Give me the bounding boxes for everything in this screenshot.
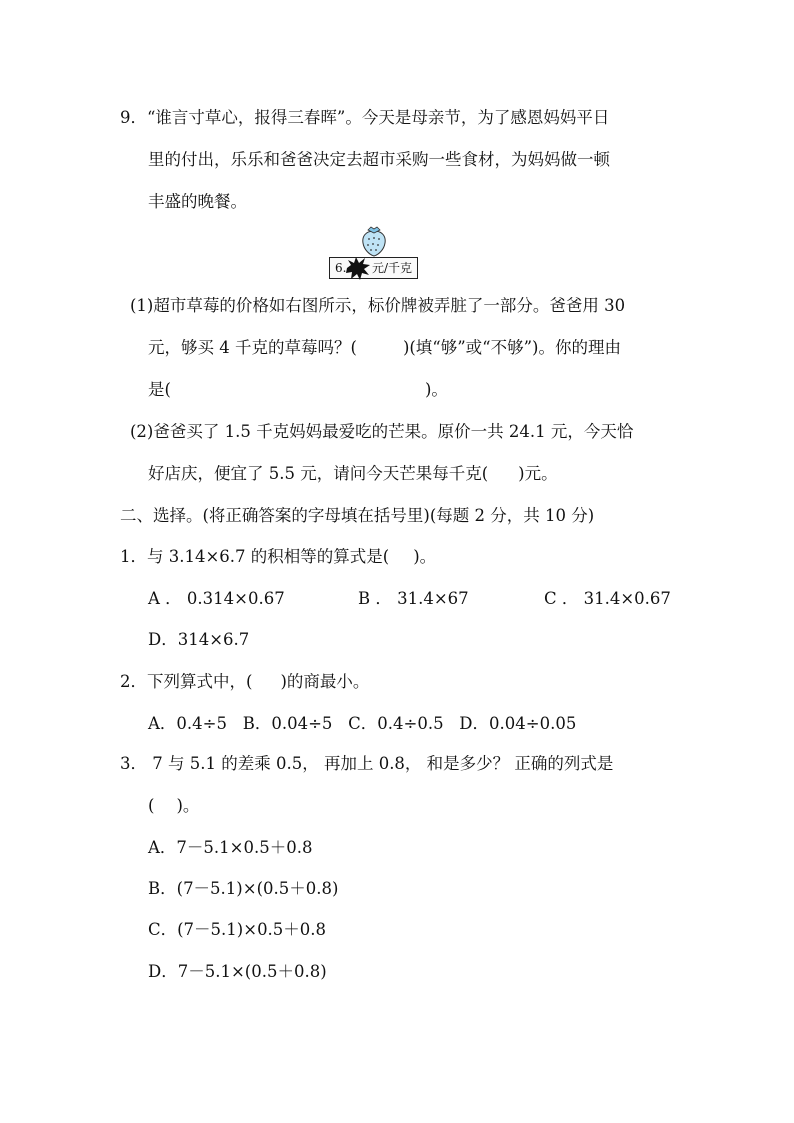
- strawberry-icon: [359, 225, 389, 257]
- choice-q1-stem-b: )。: [413, 547, 437, 566]
- choice-q3-option-b: B．(7－5.1)×(0.5＋0.8): [148, 879, 339, 898]
- q9-sub2-line1: [130, 421, 633, 443]
- choice-q1-option-c: C ． 31.4×0.67: [544, 589, 671, 608]
- price-tag-unit: 元/千克: [372, 261, 413, 275]
- choice-q3-option-c: C．(7－5.1)×0.5＋0.8: [148, 920, 327, 939]
- choice-q3-option-d: D．7－5.1×(0.5＋0.8): [148, 962, 327, 981]
- q9-sub2-line2: [148, 463, 558, 485]
- choice-q2-stem-b: )的商最小。: [280, 672, 370, 691]
- q9-sub1-text2a: 元，够买 4 千克的草莓吗？(: [148, 338, 357, 357]
- choice-q3-paren-b: )。: [176, 796, 200, 815]
- choice-q1-stem-a: 1．与 3.14×6.7 的积相等的算式是(: [120, 547, 390, 566]
- choice-q3-paren-a: (: [148, 796, 155, 815]
- q9-sub1-text1: 超市草莓的价格如右图所示，标价牌被弄脏了一部分。爸爸用 30: [153, 296, 626, 315]
- price-tag-number: 6.: [335, 261, 347, 275]
- q9-number: 9．: [120, 108, 147, 127]
- q9-line3: 丰盛的晚餐。: [148, 192, 247, 211]
- q9-sub1-line2: [148, 337, 621, 359]
- q9-sub2-text2b: )元。: [518, 464, 558, 483]
- choice-q2-stem: [120, 671, 369, 693]
- q9-sub1-label: (1): [130, 296, 154, 315]
- price-tag: [329, 257, 418, 279]
- choice-q3-option-a: A．7－5.1×0.5＋0.8: [148, 838, 313, 857]
- choice-q2-stem-a: 2．下列算式中，(: [120, 672, 253, 691]
- q9-line2: 里的付出，乐乐和爸爸决定去超市采购一些食材，为妈妈做一顿: [148, 150, 610, 169]
- q9-sub1-line3: [148, 379, 448, 401]
- strawberry-price-figure: [329, 225, 419, 281]
- q9-sub1-text3b: )。: [424, 380, 448, 399]
- q9-line1: [120, 107, 609, 129]
- choice-q1-stem: [120, 546, 436, 568]
- q9-sub1-line1: [130, 295, 625, 317]
- q9-sub2-text2a: 好店庆，便宜了 5.5 元，请问今天芒果每千克(: [148, 464, 489, 483]
- ink-blot-icon: [345, 255, 371, 281]
- choice-q1-option-d: D．314×6.7: [148, 630, 250, 649]
- q9-sub1-text2b: )(填“够”或“不够”)。你的理由: [402, 338, 621, 357]
- q9-sub2-text1: 爸爸买了 1.5 千克妈妈最爱吃的芒果。原价一共 24.1 元，今天恰: [153, 422, 634, 441]
- choice-q2-options: A．0.4÷5 B．0.04÷5 C．0.4÷0.5 D．0.04÷0.05: [148, 714, 577, 733]
- choice-q1-option-a: A ． 0.314×0.67: [148, 589, 285, 608]
- q9-sub2-label: (2): [130, 422, 154, 441]
- q9-sub1-text3a: 是(: [148, 380, 171, 399]
- choice-q3-stem: 3． 7 与 5.1 的差乘 0.5， 再加上 0.8， 和是多少？ 正确的列式是: [120, 754, 614, 773]
- q9-text-line1: “谁言寸草心，报得三春晖”。今天是母亲节，为了感恩妈妈平日: [147, 108, 610, 127]
- choice-q1-option-b: B ． 31.4×67: [358, 589, 469, 608]
- section2-title: 二、选择。(将正确答案的字母填在括号里)(每题 2 分，共 10 分): [120, 506, 595, 525]
- choice-q3-paren: [148, 795, 199, 817]
